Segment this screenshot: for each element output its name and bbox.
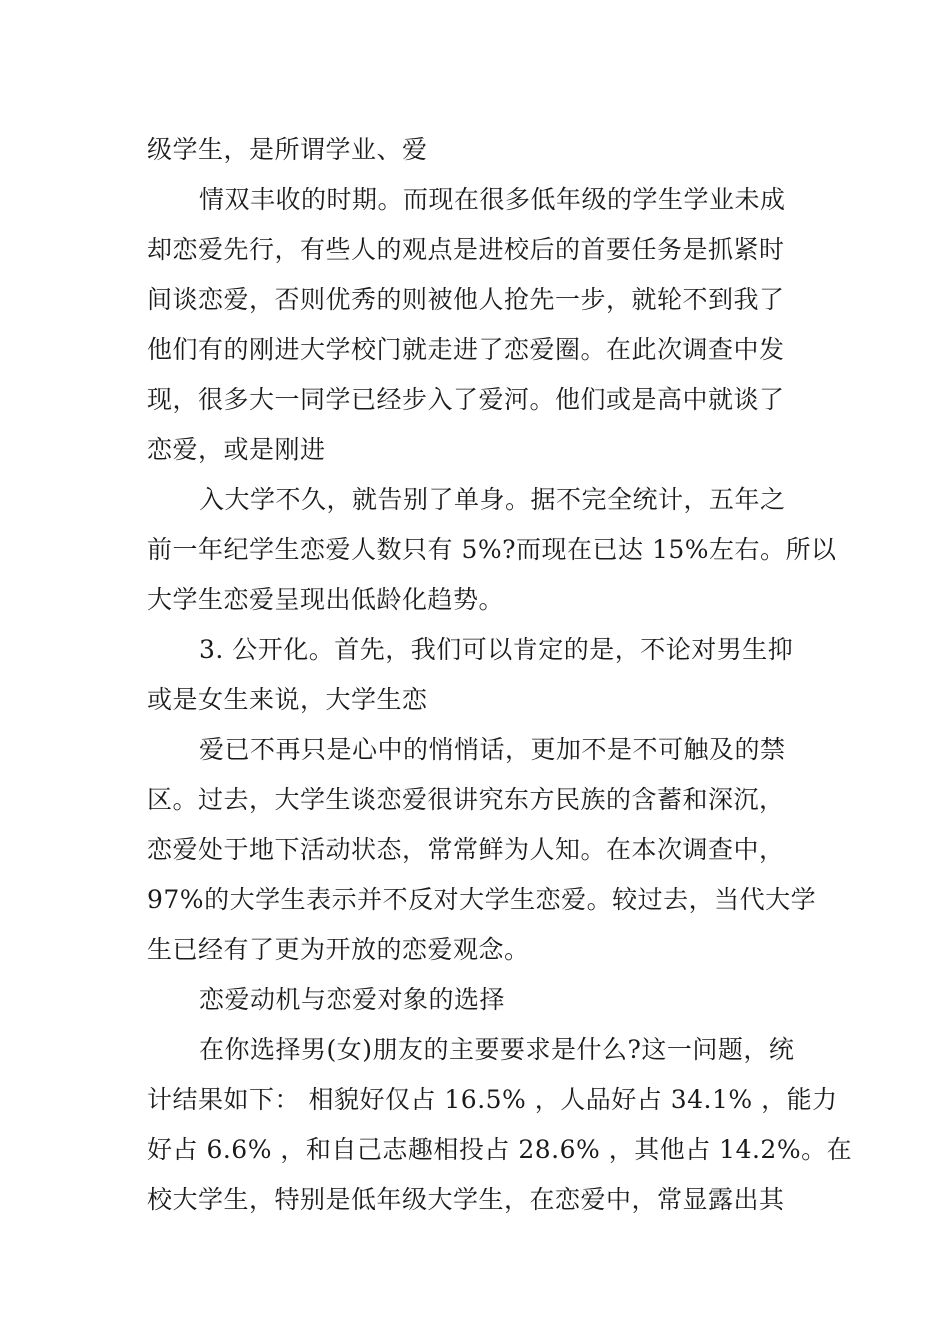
text-line: 区。过去，大学生谈恋爱很讲究东方民族的含蓄和深沉， xyxy=(147,785,785,814)
text-line: 校大学生，特别是低年级大学生，在恋爱中，常显露出其 xyxy=(147,1185,785,1214)
text-line: 好占 6.6% ，和自己志趣相投占 28.6% ，其他占 14.2%。在 xyxy=(147,1135,853,1164)
text-line: 恋爱，或是刚进 xyxy=(147,435,326,464)
text-line: 却恋爱先行，有些人的观点是进校后的首要任务是抓紧时 xyxy=(147,235,785,264)
text-line: 计结果如下： 相貌好仅占 16.5% ，人品好占 34.1% ，能力 xyxy=(147,1085,838,1114)
text-line: 现，很多大一同学已经步入了爱河。他们或是高中就谈了 xyxy=(147,385,785,414)
text-line: 或是女生来说，大学生恋 xyxy=(147,685,428,714)
paragraph-line: 入大学不久，就告别了单身。据不完全统计，五年之 xyxy=(199,485,786,514)
text-line: 生已经有了更为开放的恋爱观念。 xyxy=(147,935,530,964)
section-heading: 恋爱动机与恋爱对象的选择 xyxy=(199,985,506,1014)
text-line: 间谈恋爱，否则优秀的则被他人抢先一步，就轮不到我了 xyxy=(147,285,785,314)
text-line: 前一年纪学生恋爱人数只有 5%?而现在已达 15%左右。所以 xyxy=(147,535,837,564)
paragraph-line: 在你选择男(女)朋友的主要要求是什么?这一问题，统 xyxy=(199,1035,795,1064)
text-line: 他们有的刚进大学校门就走进了恋爱圈。在此次调查中发 xyxy=(147,335,785,364)
paragraph-line: 情双丰收的时期。而现在很多低年级的学生学业未成 xyxy=(199,185,786,214)
paragraph-line: 3. 公开化。首先，我们可以肯定的是，不论对男生抑 xyxy=(199,635,794,664)
text-line: 97%的大学生表示并不反对大学生恋爱。较过去，当代大学 xyxy=(147,885,817,914)
paragraph-line: 爱已不再只是心中的悄悄话，更加不是不可触及的禁 xyxy=(199,735,786,764)
text-line: 恋爱处于地下活动状态，常常鲜为人知。在本次调查中， xyxy=(147,835,785,864)
text-line: 大学生恋爱呈现出低龄化趋势。 xyxy=(147,585,505,614)
text-line: 级学生，是所谓学业、爱 xyxy=(147,135,428,164)
